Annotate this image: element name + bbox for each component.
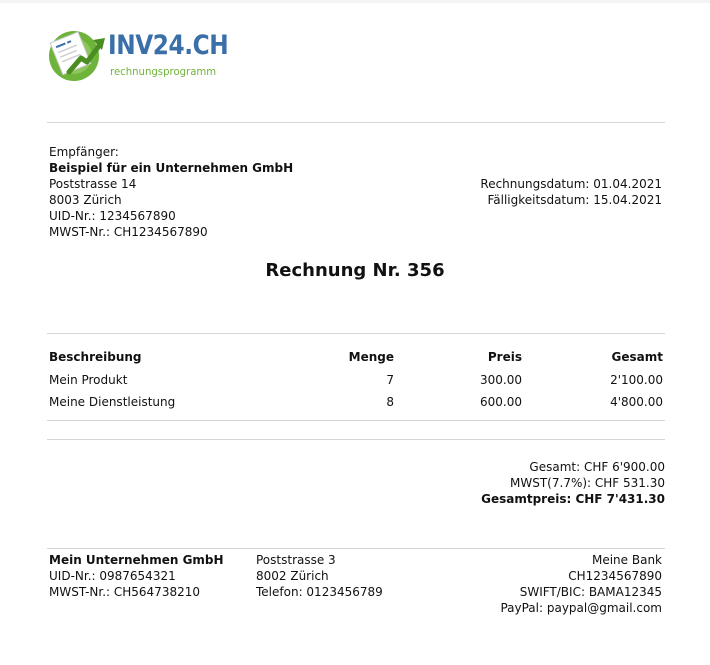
table-row xyxy=(49,391,663,413)
footer-bank-swift: SWIFT/BIC: BAMA12345 xyxy=(519,585,662,599)
item-total: 4'800.00 xyxy=(610,395,663,409)
totals-block xyxy=(481,459,665,507)
top-edge xyxy=(0,0,710,3)
col-header-total: Gesamt xyxy=(611,350,663,364)
items-table xyxy=(49,345,663,413)
footer-company-uid: UID-Nr.: 0987654321 xyxy=(49,569,176,583)
footer-company-vat: MWST-Nr.: CH564738210 xyxy=(49,585,200,599)
recipient-company: Beispiel für ein Unternehmen GmbH xyxy=(49,161,294,175)
invoice-dates xyxy=(480,176,662,208)
item-price: 300.00 xyxy=(480,373,522,387)
col-header-quantity: Menge xyxy=(348,350,394,364)
footer-bank-paypal: PayPal: paypal@gmail.com xyxy=(500,601,662,615)
table-header-row xyxy=(49,345,663,369)
col-header-price: Preis xyxy=(487,350,522,364)
footer-company xyxy=(49,552,224,600)
item-description: Meine Dienstleistung xyxy=(49,395,176,409)
recipient-block xyxy=(49,144,293,240)
footer-address xyxy=(256,552,383,600)
totals-divider xyxy=(47,439,665,440)
item-quantity: 8 xyxy=(386,395,394,409)
invoice-date: Rechnungsdatum: 01.04.2021 xyxy=(480,177,662,191)
total-net: Gesamt: CHF 6'900.00 xyxy=(529,460,665,474)
footer-street: Poststrasse 3 xyxy=(256,553,336,567)
footer-bank-name: Meine Bank xyxy=(591,553,662,567)
header-divider xyxy=(47,122,665,123)
logo-name: INV24.CH xyxy=(108,30,229,61)
company-logo xyxy=(47,26,267,86)
recipient-uid: UID-Nr.: 1234567890 xyxy=(49,209,176,223)
total-gross: Gesamtpreis: CHF 7'431.30 xyxy=(481,492,665,506)
recipient-city: 8003 Zürich xyxy=(49,193,122,207)
recipient-street: Poststrasse 14 xyxy=(49,177,137,191)
footer-bank-iban: CH1234567890 xyxy=(568,569,662,583)
table-top-divider xyxy=(47,333,665,334)
logo-tagline: rechnungsprogramm xyxy=(110,65,217,78)
item-price: 600.00 xyxy=(480,395,522,409)
footer-company-name: Mein Unternehmen GmbH xyxy=(49,553,224,567)
footer-divider xyxy=(47,548,665,549)
footer-phone: Telefon: 0123456789 xyxy=(256,585,383,599)
footer-city: 8002 Zürich xyxy=(256,569,329,583)
invoice-title: Rechnung Nr. 356 xyxy=(265,260,445,281)
footer-bank xyxy=(500,552,662,616)
item-total: 2'100.00 xyxy=(610,373,663,387)
item-quantity: 7 xyxy=(386,373,394,387)
due-date: Fälligkeitsdatum: 15.04.2021 xyxy=(487,193,662,207)
logo-mark-icon xyxy=(47,26,107,82)
total-vat: MWST(7.7%): CHF 531.30 xyxy=(510,476,665,490)
table-bottom-divider xyxy=(47,420,665,421)
item-description: Mein Produkt xyxy=(49,373,128,387)
table-row xyxy=(49,369,663,391)
recipient-vat: MWST-Nr.: CH1234567890 xyxy=(49,225,208,239)
col-header-description: Beschreibung xyxy=(49,350,142,364)
recipient-label: Empfänger: xyxy=(49,145,119,159)
